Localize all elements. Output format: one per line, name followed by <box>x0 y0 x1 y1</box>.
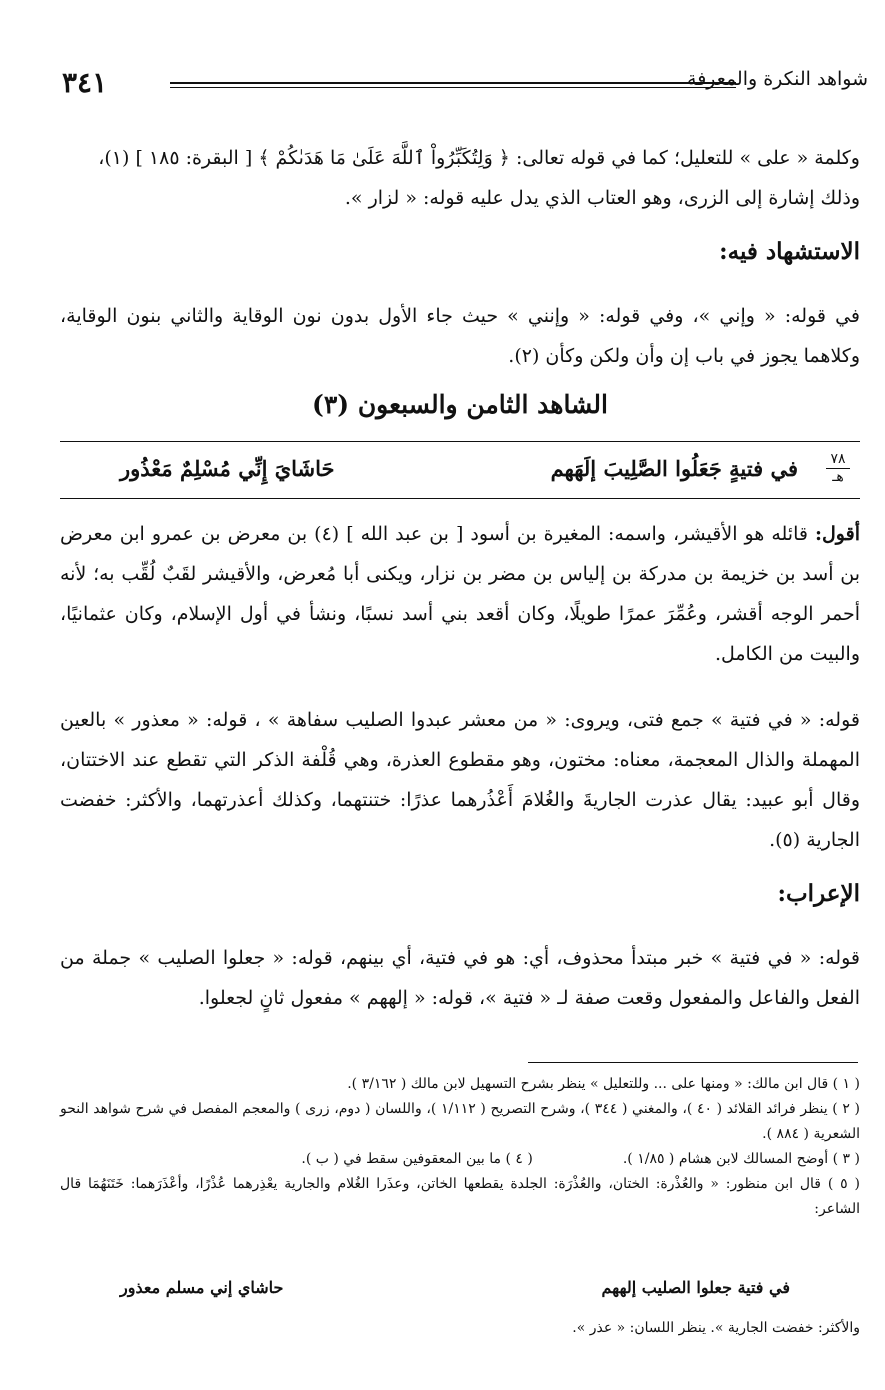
footnote-2: ( ٢ ) ينظر فرائد القلائد ( ٤٠ )، والمغني ( ٣٤٤ )، وشرح التصريح ( ١/١١٢ )، واللسان ( دوم، زرى ) والمعجم المفصل في شرح شواهد النحو الشعرية ( ٨٨٤ ). <box>60 1101 861 1142</box>
verse-number <box>826 452 850 485</box>
intro-line-2: وذلك إشارة إلى الزرى، وهو العتاب الذي يدل عليه قوله: « لزار ». <box>344 187 860 209</box>
footnote-verse-first: في فتية جعلوا الصليب إلههم <box>601 1278 790 1297</box>
running-header <box>58 62 868 108</box>
running-title: شواهد النكرة والمعرفة <box>687 68 868 90</box>
commentary-text-1: قائله هو الأقيشر، واسمه: المغيرة بن أسود [ بن عبد الله ] (٤) بن معرض بن عمرو ابن معرض بن أسد بن خزيمة بن مدركة بن إلياس بن مضر بن نزار، ويكنى أبا مُعرض، والأقيشر لقَبٌ لُقِّب به؛ لأنه أحمر الوجه أقشر، وعُمِّرَ عمرًا طويلًا، وكان أقعد بني أسد نسبًا، ونشأ في أول الإسلام، وكان عثمانيًا، والبيت من الكامل. <box>60 523 860 665</box>
witness-verse <box>60 441 860 499</box>
commentary-paragraph-2: قوله: « في فتية » جمع فتى، ويروى: « من معشر عبدوا الصليب سفاهة » ، قوله: « معذور » بالعين المهملة والذال المعجمة، معناه: مختون، وهو مقطوع العذرة، وهي قُلْفة الذكر التي تقطع عند الاختتان، وقال أبو عبيد: يقال عذرت الجاريةَ والغُلامَ أَعْذُرهما عذرًا: ختنتهما، وكذلك أعذرتهما، والأكثر: خفضت الجارية (٥). <box>60 709 860 851</box>
footnote-4: ( ٤ ) ما بين المعقوفين سقط في ( ب ). <box>301 1151 533 1167</box>
witness-heading: الشاهد الثامن والسبعون (٣) <box>312 390 608 419</box>
footnote-5: ( ٥ ) قال ابن منظور: « والعُذْرة: الختان، والعُذْرَة: الجلدة يقطعها الخاتن، وعذَرا الغُلام والجارية يعْذِرهما عُذْرًا، وأعْذَرَهما: خَتَنَهُمَا قال الشاعر: <box>60 1176 860 1217</box>
intro-paragraph <box>60 138 860 218</box>
footnote-3: ( ٣ ) أوضح المسالك لابن هشام ( ١/٨٥ ). <box>622 1151 860 1167</box>
irab-paragraph: قوله: « في فتية » خبر مبتدأ محذوف، أي: هو في فتية، أي بينهم، قوله: « جعلوا الصليب » جملة من الفعل والفاعل والمفعول وقعت صفة لـ « فتية »، قوله: « إلههم » مفعول ثانٍ لجعلوا. <box>60 947 860 1009</box>
footnote-verse <box>100 1278 820 1306</box>
footnote-verse-second: حاشاي إني مسلم معذور <box>120 1278 284 1297</box>
verse-number-suffix: هـ <box>832 469 844 485</box>
header-rule <box>170 82 736 88</box>
istishhad-paragraph: في قوله: « وإني »، وفي قوله: « وإنني » حيث جاء الأول بدون نون الوقاية والثاني بنون الوقاية، وكلاهما يجوز في باب إن وأن ولكن وكأن (٢). <box>60 305 860 367</box>
verse-first-hemistich: في فتيةٍ جَعَلُوا الصَّلِيبَ إلَهَهم <box>550 456 798 481</box>
footnote-1: ( ١ ) قال ابن مالك: « ومنها على ... وللتعليل » ينظر بشرح التسهيل لابن مالك ( ٣/١٦٢ ). <box>347 1076 860 1092</box>
footnote-separator <box>528 1062 858 1063</box>
verse-number-value: ٧٨ <box>830 451 846 467</box>
section-heading-istishhad: الاستشهاد فيه: <box>719 238 860 265</box>
footnotes <box>60 1072 860 1222</box>
footnote-3-4-row <box>60 1147 860 1172</box>
footnote-5-end: والأكثر: خفضت الجارية ». ينظر اللسان: « عذر ». <box>572 1320 860 1336</box>
verse-second-hemistich: حَاشَايَ إِنِّي مُسْلِمٌ مَعْذُور <box>120 456 335 481</box>
page-number: ٣٤١ <box>62 66 108 99</box>
intro-line-1: وكلمة « على » للتعليل؛ كما في قوله تعالى: ﴿ وَلِتُكَبِّرُواْ ٱللَّهَ عَلَىٰ مَا هَدَىٰكُمْ ﴾ [ البقرة: ١٨٥ ] (١)، <box>98 147 860 169</box>
commentary-paragraph-1 <box>60 514 860 674</box>
commentary-label: أقول: <box>814 523 860 545</box>
section-heading-irab: الإعراب: <box>777 880 860 907</box>
